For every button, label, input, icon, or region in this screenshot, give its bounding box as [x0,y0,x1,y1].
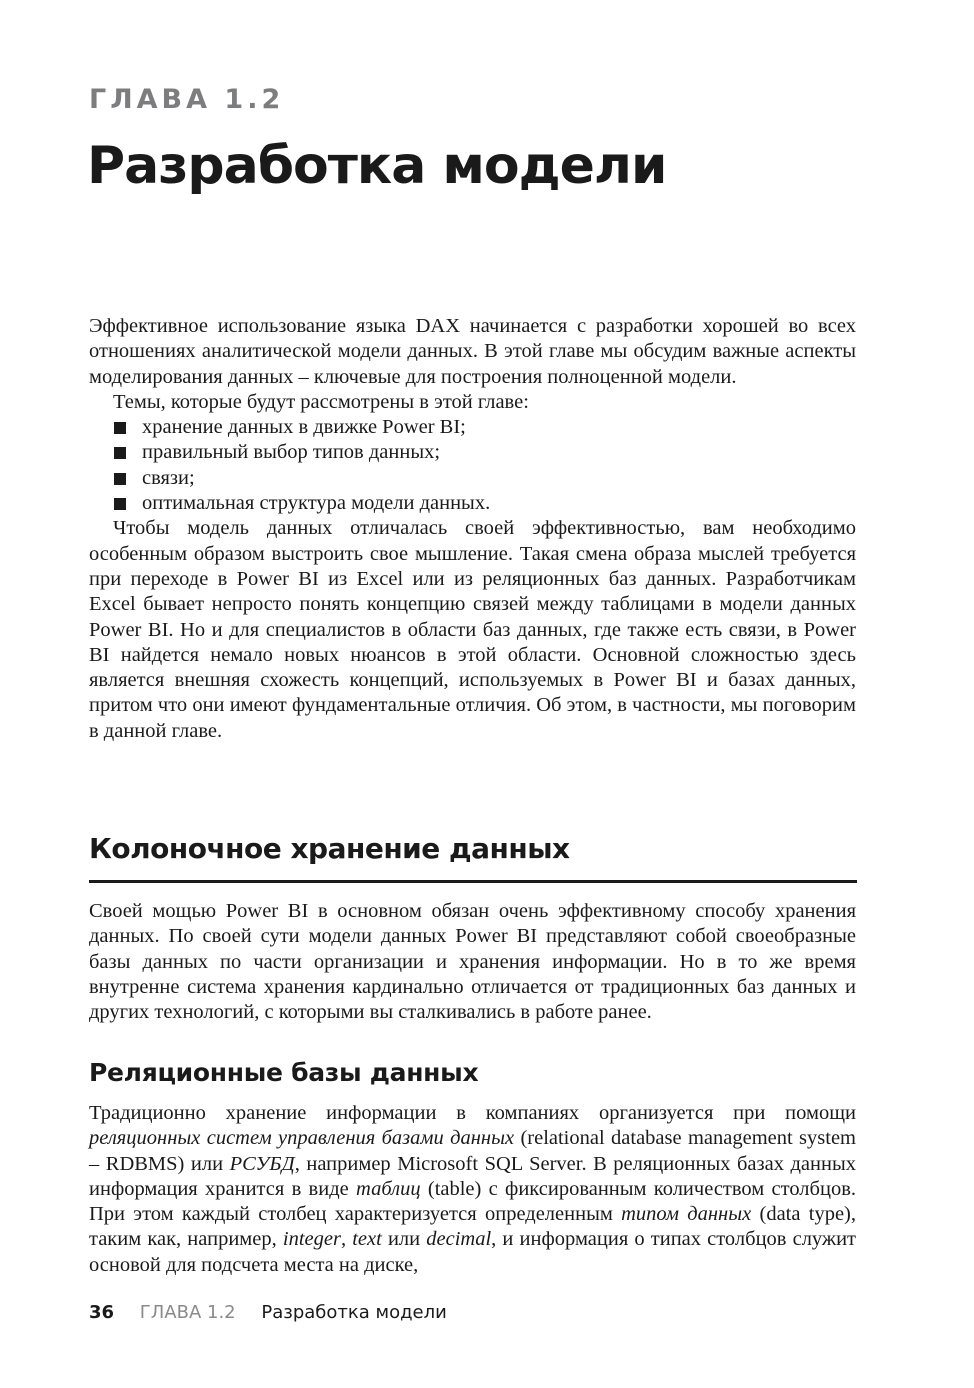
list-item-text: оптимальная структура модели данных. [142,492,491,515]
list-item-text: связи; [142,466,195,489]
list-item [89,440,856,465]
list-item [89,415,856,440]
list-item [89,466,856,491]
list-item-text: хранение данных в движке Power BI; [142,416,466,439]
chapter-title: Разработка модели [87,136,667,196]
columnar-paragraph: Своей мощью Power BI в основном обязан очень эффективному способу хранения данных. По своей сути модели данных Power BI представляют собой своеобразные базы данных по части организации и хранения информации. Но в то же время внутренне система хранения кардинально отличается от традиционных баз данных и других технологий, с которыми вы сталкивались в работе ранее. [89,900,856,1024]
section-heading-columnar: Колоночное хранение данных [89,832,570,865]
subsection-heading-relational: Реляционные базы данных [89,1058,479,1087]
relational-paragraph [89,1101,856,1278]
topics-list [89,415,856,516]
intro-paragraph: Эффективное использование языка DAX начинается с разработки хорошей во всех отношениях аналитической модели данных. В этой главе мы обсудим важные аспекты моделирования данных – ключевые для построения полноценной модели. [89,315,856,388]
footer-chapter-label: ГЛАВА 1.2 [139,1302,236,1323]
italic-term: integer [282,1228,341,1251]
text-run: , [340,1228,353,1251]
mindset-paragraph: Чтобы модель данных отличалась своей эффективностью, вам необходимо особенным образом выстроить свое мышление. Такая смена образа мыслей требуется при переходе в Power BI из Excel или из реляционных баз данных. Разработчикам Excel бывает непросто понять концепцию связей между таблицами в модели данных Power BI. Но и для специалистов в области баз данных, где также есть связи, в Power BI найдется немало новых нюансов в этой области. Основной сложностью здесь является внешняя схожесть концепций, используемых в Power BI и базах данных, притом что они имеют фундаментальные отличия. Об этом, в частности, мы поговорим в данной главе. [89,517,856,742]
square-bullet-icon [114,447,126,459]
text-run: , и информация о типах столбцов служит основой для подсчета места на диске, [89,1228,857,1276]
italic-term: decimal [426,1228,492,1251]
italic-term: типом данных [621,1203,752,1226]
square-bullet-icon [114,422,126,434]
intro-block [89,314,856,744]
footer-chapter-title: Разработка модели [261,1302,447,1323]
text-run: (data type), таким как, например, [89,1203,856,1251]
italic-term: text [352,1228,382,1251]
page-footer [89,1302,447,1323]
list-item [89,491,856,516]
topics-lead: Темы, которые будут рассмотрены в этой главе: [113,390,529,413]
square-bullet-icon [114,473,126,485]
square-bullet-icon [114,498,126,510]
italic-term: реляционных систем управления базами данных [89,1127,515,1150]
page-number: 36 [89,1302,115,1323]
text-run: или [381,1228,427,1251]
list-item-text: правильный выбор типов данных; [142,441,441,464]
italic-term: РСУБД [229,1152,295,1175]
text-run: (table) с фиксированным количеством столбцов. При этом каждый столбец характеризуется определенным [89,1177,856,1226]
section-rule [89,880,857,883]
text-run: (relational database management system – RDBMS) или [89,1127,856,1175]
text-run: , например Microsoft SQL Server. В реляционных базах данных информация хранится в виде [89,1152,856,1200]
chapter-label: ГЛАВА 1.2 [89,84,285,115]
text-run: Традиционно хранение информации в компаниях организуется при помощи [89,1102,856,1124]
columnar-block [89,899,856,1025]
relational-block [89,1101,856,1278]
italic-term: таблиц [356,1177,421,1200]
